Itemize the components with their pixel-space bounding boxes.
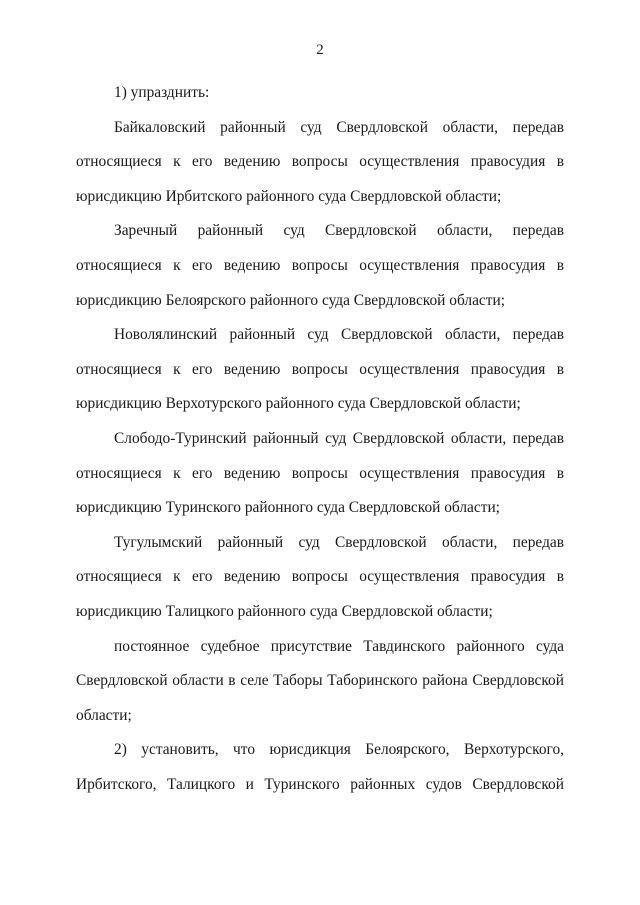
paragraph-line: относящиеся к его ведению вопросы осуществления правосудия в <box>76 464 564 482</box>
paragraph-line: Ирбитского, Талицкого и Туринского районных судов Свердловской <box>76 775 564 793</box>
paragraph-line: области; <box>76 706 132 724</box>
paragraph-line: относящиеся к его ведению вопросы осуществления правосудия в <box>76 153 564 171</box>
paragraph-line: Слободо-Туринский районный суд Свердловской области, передав <box>114 429 564 447</box>
page-number: 2 <box>316 42 324 58</box>
paragraph-establish-jurisdiction <box>76 733 564 802</box>
paragraph-tavdinsky-presence <box>76 630 564 734</box>
paragraph-line: Новолялинский районный суд Свердловской области, передав <box>114 326 564 344</box>
paragraph-sloboda-turinsky-court <box>76 422 564 526</box>
paragraph-novolyalinsky-court <box>76 318 564 422</box>
paragraph-line: 1) упразднить: <box>114 84 210 101</box>
paragraph-line: Свердловской области в селе Таборы Таборинского района Свердловской <box>76 672 564 690</box>
paragraph-line: юрисдикцию Талицкого районного суда Свердловской области; <box>76 602 493 620</box>
paragraph-line: юрисдикцию Ирбитского районного суда Свердловской области; <box>76 187 502 205</box>
paragraph-line: юрисдикцию Туринского районного суда Свердловской области; <box>76 499 500 517</box>
document-body <box>76 76 564 802</box>
paragraph-line: относящиеся к его ведению вопросы осуществления правосудия в <box>76 256 564 274</box>
paragraph-line: Заречный районный суд Свердловской области, передав <box>114 222 564 240</box>
paragraph-line: юрисдикцию Белоярского районного суда Свердловской области; <box>76 291 505 309</box>
paragraph-tugulymsky-court <box>76 526 564 630</box>
paragraph-abolish-heading <box>76 76 564 111</box>
paragraph-line: относящиеся к его ведению вопросы осуществления правосудия в <box>76 568 564 586</box>
paragraph-line: юрисдикцию Верхотурского районного суда Свердловской области; <box>76 395 521 413</box>
paragraph-line: Тугулымский районный суд Свердловской области, передав <box>114 533 564 551</box>
paragraph-line: Байкаловский районный суд Свердловской области, передав <box>114 118 564 136</box>
paragraph-line: относящиеся к его ведению вопросы осуществления правосудия в <box>76 360 564 378</box>
paragraph-baykalovsky-court <box>76 111 564 215</box>
paragraph-line: постоянное судебное присутствие Тавдинского районного суда <box>114 637 564 655</box>
paragraph-line: 2) установить, что юрисдикция Белоярского, Верхотурского, <box>114 741 564 759</box>
paragraph-zarechny-court <box>76 214 564 318</box>
